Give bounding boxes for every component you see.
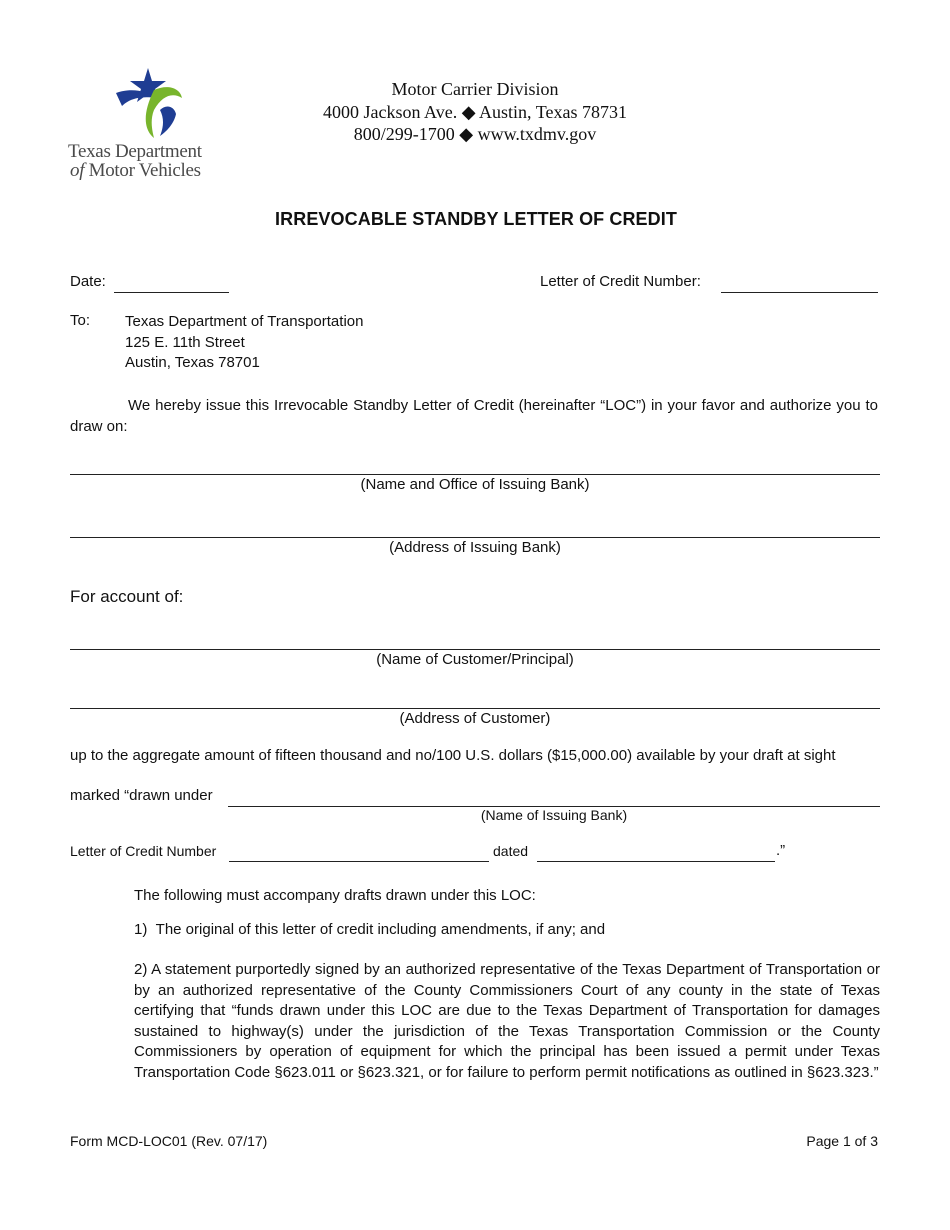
to-label: To:: [70, 312, 91, 329]
item-2: 2) A statement purportedly signed by an authorized representative of the Texas Department of Transportation or by an authorized representative of the County Commissioners Court of any county in the state of Texas certifying that “funds drawn under this LOC are due to the Texas Department of Transportation for damages sustained to highway(s) under the jurisdiction of the Texas Transportation Commission or the County Commissioners by operation of equipment for which the principal has been issued a permit under Texas Transportation Code §623.011 or §623.321, or for failure to perform permit notifications as outlined in §623.323.”: [134, 961, 880, 1081]
intro-paragraph: We hereby issue this Irrevocable Standby Letter of Credit (hereinafter “LOC”) in your favor and authorize you to draw on:: [70, 397, 878, 435]
logo-of: of: [70, 160, 85, 181]
date-field[interactable]: [114, 292, 229, 293]
division-contact: 800/299-1700 ◆ www.txdmv.gov: [353, 124, 597, 144]
customer-name-caption: (Name of Customer/Principal): [376, 651, 574, 668]
issuing-bank-name-caption: (Name and Office of Issuing Bank): [360, 476, 590, 493]
dated-label: dated: [493, 843, 529, 859]
to-line: 125 E. 11th Street: [125, 333, 245, 351]
to-address: [125, 312, 363, 374]
page-number: Page 1 of 3: [806, 1133, 878, 1149]
header-block: [300, 78, 650, 146]
star-swoosh-icon: [108, 66, 188, 142]
loc-number-label: Letter of Credit Number:: [540, 273, 701, 290]
logo-line-2: [70, 161, 201, 181]
dated-field[interactable]: [537, 861, 775, 862]
to-line: Austin, Texas 78701: [125, 354, 260, 371]
for-account-label: For account of:: [70, 587, 184, 606]
issuing-bank-name-field[interactable]: [70, 474, 880, 475]
loc-line-closing: .”: [776, 842, 786, 859]
logo-line-1: Texas Department: [68, 141, 202, 162]
loc-line-label: Letter of Credit Number: [70, 843, 217, 859]
date-label: Date:: [70, 273, 106, 290]
page-title: IRREVOCABLE STANDBY LETTER OF CREDIT: [275, 209, 677, 229]
issuing-bank-address-field[interactable]: [70, 537, 880, 538]
issuing-bank-address-caption: (Address of Issuing Bank): [389, 539, 561, 556]
division-name: Motor Carrier Division: [391, 79, 559, 99]
division-address: 4000 Jackson Ave. ◆ Austin, Texas 78731: [323, 101, 627, 122]
loc-number-field[interactable]: [721, 292, 878, 293]
to-line: Texas Department of Transportation: [125, 313, 364, 330]
customer-name-field[interactable]: [70, 649, 880, 650]
logo-motor-vehicles: Motor Vehicles: [84, 160, 201, 181]
amount-text: up to the aggregate amount of fifteen thousand and no/100 U.S. dollars ($15,000.00) available by your draft at sight: [70, 747, 836, 764]
item-1: 1) The original of this letter of credit including amendments, if any; and: [134, 921, 606, 938]
loc-line-number-field[interactable]: [229, 861, 489, 862]
marked-label: marked “drawn under: [70, 787, 213, 804]
txdmv-logo: [68, 66, 228, 184]
issuing-bank-short-caption: (Name of Issuing Bank): [480, 807, 628, 823]
form-number: Form MCD-LOC01 (Rev. 07/17): [70, 1133, 268, 1149]
customer-address-field[interactable]: [70, 708, 880, 709]
customer-address-caption: (Address of Customer): [399, 710, 551, 727]
accompany-text: The following must accompany drafts drawn under this LOC:: [134, 887, 536, 904]
